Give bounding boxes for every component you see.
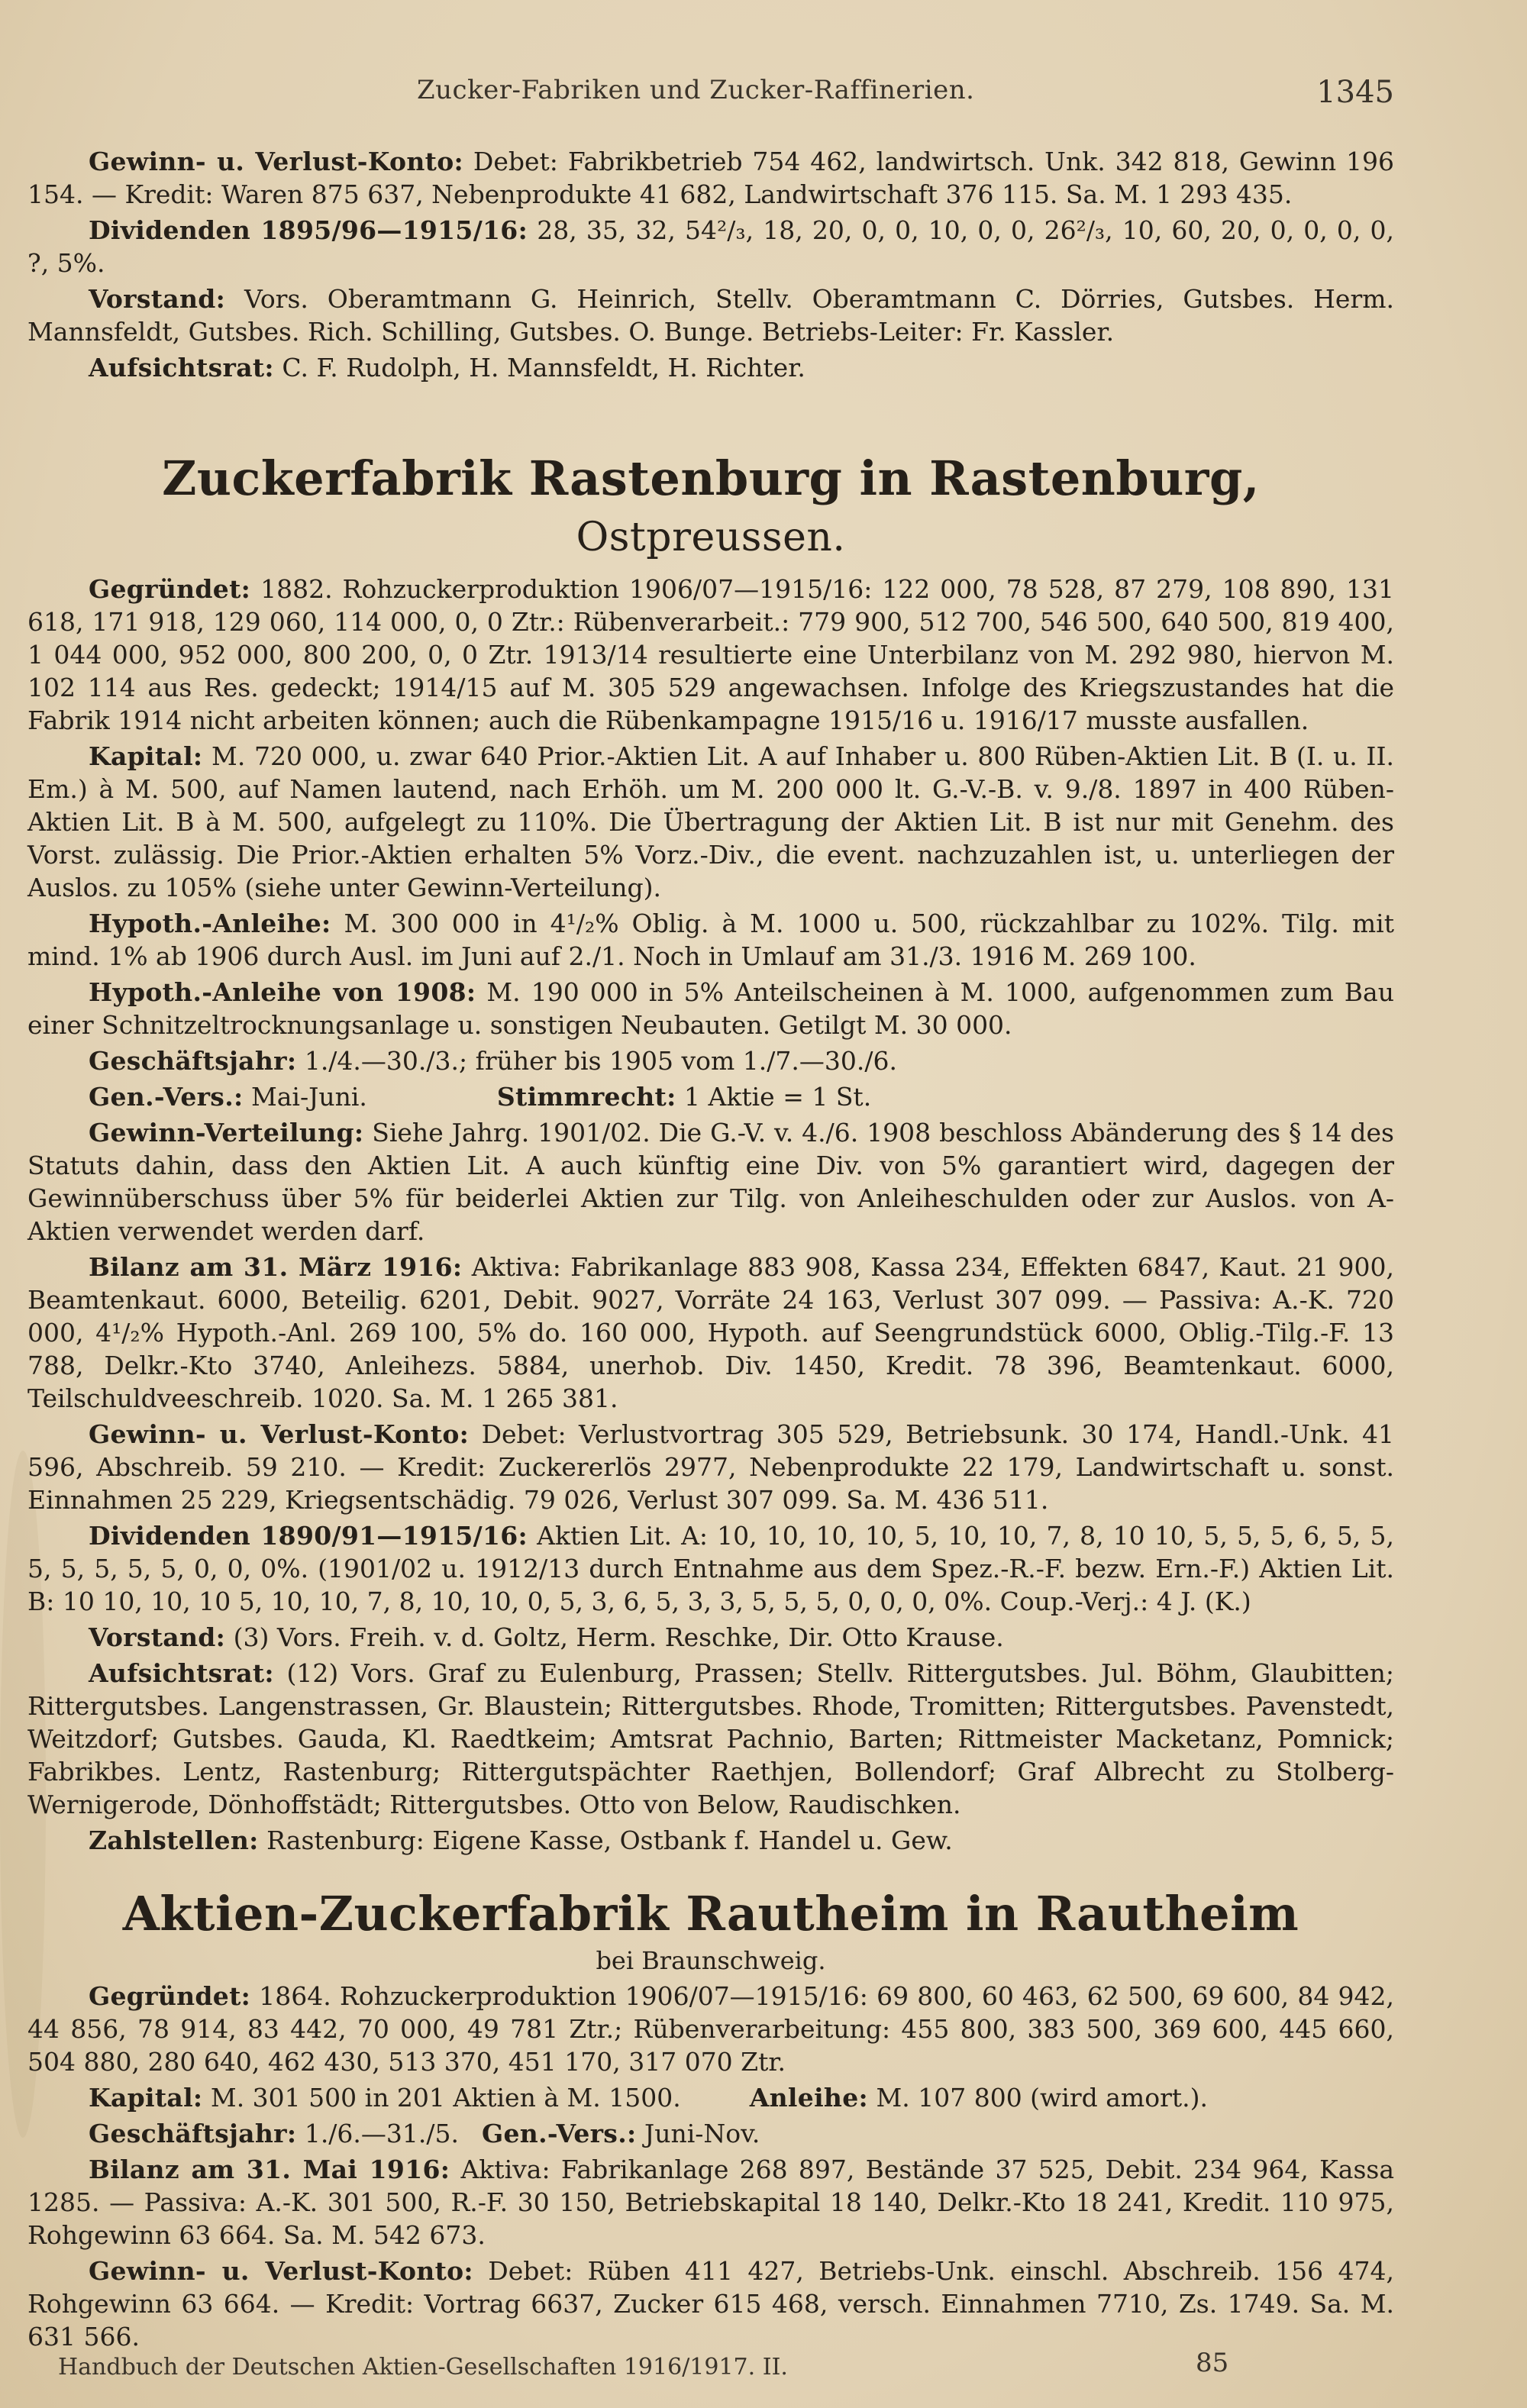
entry-bilanz [27, 1251, 1394, 1415]
entry-vorstand [27, 1621, 1394, 1654]
entry-label: Kapital: [89, 2083, 203, 2113]
entry-label: Kapital: [89, 741, 203, 771]
entry-label: Aufsichtsrat: [89, 353, 274, 383]
company-heading [27, 450, 1394, 562]
entry-text: 1864. Rohzuckerproduktion 1906/07—1915/16: 69 800, 60 463, 62 500, 69 600, 84 942, 44 856, 78 914, 83 442, 70 000, 49 781 Ztr.; Rübenverarbeitung: 455 800, 383 500, 369 600, 445 660, 504 880, 280 640, 462 430, 513 370, 451 170, 317 070 Ztr. [27, 1981, 1394, 2077]
entry-kapital [27, 740, 1394, 904]
entry-text: C. F. Rudolph, H. Mannsfeldt, H. Richter. [273, 353, 805, 383]
running-header [27, 75, 1394, 121]
entry-text: Debet: Verlustvortrag 305 529, Betriebsunk. 30 174, Handl.-Unk. 41 596, Abschreib. 59 210. — Kredit: Zuckererlös 2977, Nebenprodukte 22 179, Landwirtschaft u. sonst. Einnahmen 25 229, Kriegsentschädig. 79 026, Verlust 307 099. Sa. M. 436 511. [27, 1419, 1394, 1515]
entry-text: 1882. Rohzuckerproduktion 1906/07—1915/16: 122 000, 78 528, 87 279, 108 890, 131 618, 171 918, 129 060, 114 000, 0, 0 Ztr.: Rübenverarbeit.: 779 900, 512 700, 546 500, 640 500, 819 400, 1 044 000, 952 000, 800 200, 0, 0 Ztr. 1913/14 resultierte eine Unterbilanz von M. 292 980, hiervon M. 102 114 aus Res. gedeckt; 1914/15 auf M. 305 529 angewachsen. Infolge des Kriegszustandes hat die Fabrik 1914 nicht arbeiten können; auch die Rübenkampagne 1915/16 u. 1916/17 musste ausfallen. [27, 574, 1394, 735]
entry-zahlstellen [27, 1824, 1394, 1857]
entry-text: Mai-Juni. [243, 1082, 367, 1112]
entry-label: Vorstand: [89, 284, 226, 314]
entry-label: Gegründet: [89, 574, 251, 604]
running-title: Zucker-Fabriken und Zucker-Raffinerien. [417, 75, 975, 105]
entry-label: Gewinn- u. Verlust-Konto: [89, 2256, 473, 2286]
entry-label: Gegründet: [89, 1981, 251, 2011]
entry-hypoth-anleihe-1908 [27, 976, 1394, 1041]
entry-label: Gewinn- u. Verlust-Konto: [89, 1419, 470, 1449]
entry-label: Stimmrecht: [496, 1082, 676, 1112]
company-region: Ostpreussen. [576, 515, 846, 560]
company-subheading: bei Braunschweig. [596, 1946, 826, 1975]
company-rastenburg [27, 450, 1394, 1860]
entry-gegruendet [27, 573, 1394, 737]
entry-label: Geschäftsjahr: [89, 2119, 297, 2148]
entry-label: Dividenden 1895/96—1915/16: [89, 215, 528, 245]
entry-label: Gewinn- u. Verlust-Konto: [89, 147, 463, 176]
entry-aufsichtsrat [27, 1657, 1394, 1821]
entry-text: M. 300 000 in 4¹/₂% Oblig. à M. 1000 u. 500, rückzahlbar zu 102%. Tilg. mit mind. 1% ab 1906 durch Ausl. im Juni auf 2./1. Noch in Umlauf am 31./3. 1916 M. 269 100. [27, 909, 1394, 971]
entry-kapital [27, 2081, 1394, 2114]
entry-bilanz [27, 2153, 1394, 2251]
entry-text: M. 301 500 in 201 Aktien à M. 1500. [202, 2083, 681, 2113]
entry-label: Vorstand: [89, 1622, 226, 1652]
entry-label: Hypoth.-Anleihe: [89, 909, 331, 938]
entry-hypoth-anleihe [27, 907, 1394, 973]
entry-label: Bilanz am 31. Mai 1916: [89, 2155, 450, 2184]
entry-dividenden [27, 214, 1394, 279]
entry-text: M. 107 800 (wird amort.). [867, 2083, 1208, 2113]
entry-label: Gewinn-Verteilung: [89, 1118, 364, 1148]
entry-dividenden [27, 1519, 1394, 1618]
entry-vorstand [27, 282, 1394, 348]
entry-text: M. 720 000, u. zwar 640 Prior.-Aktien Lit. A auf Inhaber u. 800 Rüben-Aktien Lit. B (I. u. II. Em.) à M. 500, auf Namen lautend, nach Erhöh. um M. 200 000 lt. G.-V.-B. v. 9./8. 1897 in 400 Rüben-Aktien Lit. B à M. 500, aufgelegt zu 110%. Die Übertragung der Aktien Lit. B ist nur mit Genehm. des Vorst. zulässig. Die Prior.-Aktien erhalten 5% Vorz.-Div., die event. nachzuzahlen ist, u. unterliegen der Auslos. zu 105% (siehe unter Gewinn-Verteilung). [27, 741, 1394, 902]
company-rautheim [27, 1886, 1394, 2356]
entry-text: M. 190 000 in 5% Anteilscheinen à M. 1000, aufgenommen zum Bau einer Schnitzeltrocknungsanlage u. sonstigen Neubauten. Getilgt M. 30 000. [27, 977, 1394, 1040]
entry-text: 1./4.—30./3.; früher bis 1905 vom 1./7.—30./6. [296, 1046, 897, 1076]
entry-label: Gen.-Vers.: [482, 2119, 637, 2148]
entry-label: Gen.-Vers.: [89, 1082, 244, 1112]
entry-text: Aktiva: Fabrikanlage 883 908, Kassa 234, Effekten 6847, Kaut. 21 900, Beamtenkaut. 6000, Beteilig. 6201, Debit. 9027, Vorräte 24 163, Verlust 307 099. — Passiva: A.-K. 720 000, 4¹/₂% Hypoth.-Anl. 269 100, 5% do. 160 000, Hypoth. auf Seengrundstück 6000, Oblig.-Tilg.-F. 13 788, Delkr.-Kto 3740, Anleihezs. 5884, unerhob. Div. 1450, Kredit. 78 396, Beamtenkaut. 6000, Teilschuldveeschreib. 1020. Sa. M. 1 265 381. [27, 1252, 1394, 1413]
entry-text: (12) Vors. Graf zu Eulenburg, Prassen; Stellv. Rittergutsbes. Jul. Böhm, Glaubitten; Rittergutsbes. Langenstrassen, Gr. Blaustein; Rittergutsbes. Rhode, Tromitten; Rittergutsbes. Pavenstedt, Weitzdorf; Gutsbes. Gauda, Kl. Raedtkeim; Amtsrat Pachnio, Barten; Rittmeister Macketanz, Pomnick; Fabrikbes. Lentz, Rastenburg; Rittergutspächter Raethjen, Bollendorf; Graf Albrecht zu Stolberg-Wernigerode, Dönhoffstädt; Rittergutsbes. Otto von Below, Raudischken. [27, 1658, 1394, 1819]
entry-gegruendet [27, 1980, 1394, 2078]
footer-signature-number: 85 [1196, 2348, 1229, 2378]
entry-text: Siehe Jahrg. 1901/02. Die G.-V. v. 4./6. 1908 beschloss Abänderung des § 14 des Statuts dahin, dass den Aktien Lit. A auch künftig eine Div. von 5% garantiert wird, dagegen der Gewinnüberschuss über 5% für beiderlei Aktien zur Tilg. von Anleiheschulden oder zur Auslos. von A-Aktien verwendet werden darf. [27, 1118, 1394, 1246]
entry-label: Aufsichtsrat: [89, 1658, 274, 1688]
entry-text: Aktiva: Fabrikanlage 268 897, Bestände 37 525, Debit. 234 964, Kassa 1285. — Passiva: A.-K. 301 500, R.-F. 30 150, Betriebskapital 18 140, Delkr.-Kto 18 241, Kredit. 110 975, Rohgewinn 63 664. Sa. M. 542 673. [27, 2155, 1394, 2250]
entry-geschaeftsjahr [27, 1044, 1394, 1077]
entry-text: 1 Aktie = 1 St. [676, 1082, 872, 1112]
entry-text: (3) Vors. Freih. v. d. Goltz, Herm. Reschke, Dir. Otto Krause. [225, 1622, 1004, 1652]
entry-label: Geschäftsjahr: [89, 1046, 297, 1076]
entry-gewinn-verteilung [27, 1116, 1394, 1248]
entry-label: Bilanz am 31. März 1916: [89, 1252, 463, 1282]
company-name: Zuckerfabrik Rastenburg in Rastenburg, [162, 450, 1260, 506]
page-number: 1345 [1316, 75, 1394, 110]
entry-text: Vors. Oberamtmann G. Heinrich, Stellv. Oberamtmann C. Dörries, Gutsbes. Herm. Mannsfeldt, Gutsbes. Rich. Schilling, Gutsbes. O. Bunge. Betriebs-Leiter: Fr. Kassler. [27, 284, 1394, 347]
entry-text: 1./6.—31./5. [296, 2119, 459, 2148]
entry-text: Aktien Lit. A: 10, 10, 10, 10, 5, 10, 10, 7, 8, 10 10, 5, 5, 5, 6, 5, 5, 5, 5, 5, 5, 5, 0, 0, 0%. (1901/02 u. 1912/13 durch Entnahme aus dem Spez.-R.-F. bezw. Ern.-F.) Aktien Lit. B: 10 10, 10, 10 5, 10, 10, 7, 8, 10, 10, 0, 5, 3, 6, 5, 3, 3, 5, 5, 5, 0, 0, 0, 0%. Coup.-Verj.: 4 J. (K.) [27, 1521, 1394, 1616]
entry-aufsichtsrat [27, 351, 1394, 384]
entry-text: Rastenburg: Eigene Kasse, Ostbank f. Handel u. Gew. [258, 1825, 953, 1855]
entry-gen-vers [27, 1080, 1394, 1113]
entry-gewinn-verlust [27, 145, 1394, 211]
footer-publication: Handbuch der Deutschen Aktien-Gesellschaften 1916/1917. II. [58, 2354, 788, 2381]
entry-text: Debet: Rüben 411 427, Betriebs-Unk. einschl. Abschreib. 156 474, Rohgewinn 63 664. — Kredit: Vortrag 6637, Zucker 615 468, versch. Einnahmen 7710, Zs. 1749. Sa. M. 631 566. [27, 2256, 1394, 2352]
entry-geschaeftsjahr [27, 2117, 1394, 2150]
company-heading: Aktien-Zuckerfabrik Rautheim in Rautheim [122, 1886, 1299, 1942]
previous-company-continuation [27, 145, 1394, 387]
entry-text: Debet: Fabrikbetrieb 754 462, landwirtsch. Unk. 342 818, Gewinn 196 154. — Kredit: Waren 875 637, Nebenprodukte 41 682, Landwirtschaft 376 115. Sa. M. 1 293 435. [27, 147, 1394, 209]
entry-text: 28, 35, 32, 54²/₃, 18, 20, 0, 0, 10, 0, 0, 26²/₃, 10, 60, 20, 0, 0, 0, 0, ?, 5%. [27, 215, 1394, 278]
entry-label: Anleihe: [749, 2083, 868, 2113]
entry-label: Zahlstellen: [89, 1825, 259, 1855]
entry-label: Hypoth.-Anleihe von 1908: [89, 977, 476, 1007]
entry-gewinn-verlust [27, 2255, 1394, 2353]
entry-label: Dividenden 1890/91—1915/16: [89, 1521, 528, 1551]
entry-text: Juni-Nov. [636, 2119, 760, 2148]
entry-gewinn-verlust [27, 1418, 1394, 1516]
